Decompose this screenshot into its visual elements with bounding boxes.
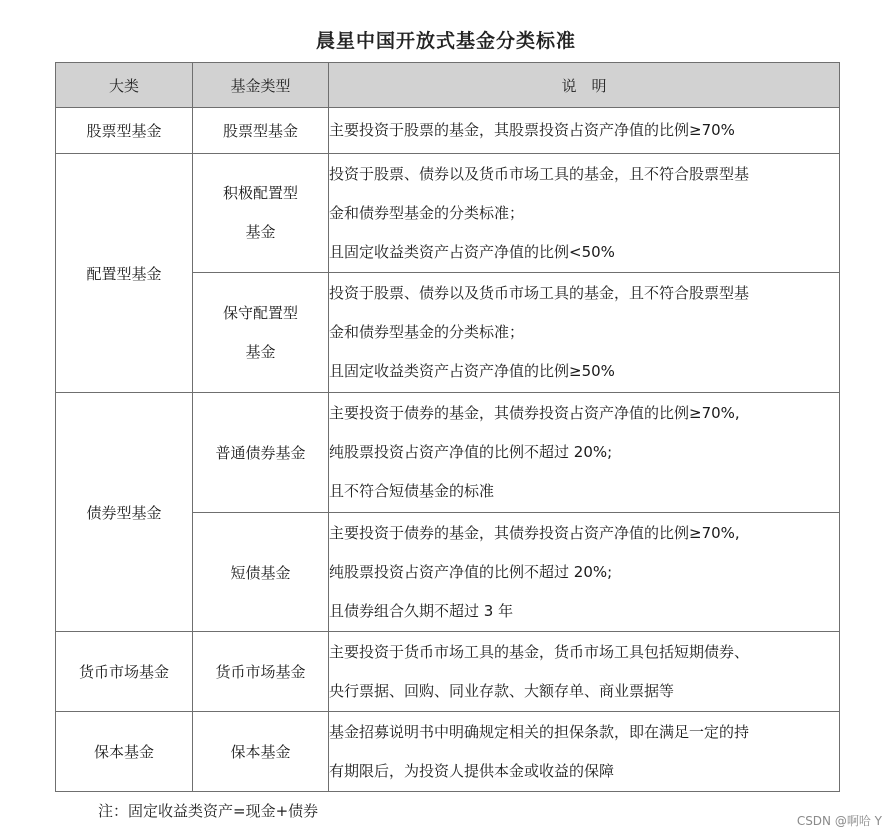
category-guaranteed: 保本基金 <box>56 712 193 792</box>
table-row <box>56 712 840 792</box>
desc-line: 纯股票投资占资产净值的比例不超过 20%; <box>329 443 613 461</box>
category-money: 货币市场基金 <box>56 632 193 712</box>
desc-line: 主要投资于股票的基金，其股票投资占资产净值的比例≥70% <box>329 121 735 139</box>
type-aggressive-allocation <box>193 154 329 273</box>
desc-line: 投资于股票、债券以及货币市场工具的基金，且不符合股票型基 <box>329 164 750 183</box>
desc-line: 且固定收益类资产占资产净值的比例<50% <box>329 242 615 261</box>
desc-money <box>329 632 840 712</box>
desc-line: 有期限后，为投资人提供本金或收益的保障 <box>329 761 615 780</box>
header-desc: 说 明 <box>329 63 840 108</box>
desc-general-bond <box>329 393 840 513</box>
desc-aggressive-allocation <box>329 154 840 273</box>
fund-classification-table <box>55 62 840 792</box>
table-row <box>56 632 840 712</box>
type-conservative-allocation <box>193 273 329 393</box>
desc-line: 主要投资于债券的基金，其债券投资占资产净值的比例≥70%, <box>329 404 740 422</box>
table-title: 晨星中国开放式基金分类标准 <box>315 30 576 52</box>
table-row <box>56 108 840 154</box>
desc-line: 纯股票投资占资产净值的比例不超过 20%; <box>329 562 613 581</box>
type-money: 货币市场基金 <box>193 632 329 712</box>
desc-guaranteed <box>329 712 840 792</box>
desc-line: 投资于股票、债券以及货币市场工具的基金，且不符合股票型基 <box>329 284 750 302</box>
desc-conservative-allocation <box>329 273 840 393</box>
header-row <box>56 63 840 108</box>
category-stock: 股票型基金 <box>56 108 193 154</box>
type-line: 积极配置型 <box>222 184 298 202</box>
type-short-bond: 短债基金 <box>193 513 329 632</box>
type-guaranteed: 保本基金 <box>193 712 329 792</box>
type-line: 基金 <box>245 342 276 361</box>
desc-stock <box>329 108 840 154</box>
desc-line: 金和债券型基金的分类标准； <box>329 203 525 222</box>
footnote: 注：固定收益类资产=现金+债券 <box>98 802 319 820</box>
header-type: 基金类型 <box>193 63 329 108</box>
desc-line: 主要投资于债券的基金，其债券投资占资产净值的比例≥70%, <box>329 523 740 542</box>
type-line: 基金 <box>245 223 276 241</box>
desc-line: 且债券组合久期不超过 3 年 <box>329 601 514 620</box>
category-bond: 债券型基金 <box>56 393 193 632</box>
category-allocation: 配置型基金 <box>56 154 193 393</box>
type-general-bond: 普通债券基金 <box>193 393 329 513</box>
header-category: 大类 <box>56 63 193 108</box>
desc-line: 主要投资于货币市场工具的基金，货币市场工具包括短期债券、 <box>329 642 750 661</box>
table-row <box>56 393 840 513</box>
desc-line: 金和债券型基金的分类标准； <box>329 323 525 341</box>
table-row <box>56 154 840 273</box>
desc-line: 且固定收益类资产占资产净值的比例≥50% <box>329 362 615 380</box>
desc-line: 基金招募说明书中明确规定相关的担保条款，即在满足一定的持 <box>329 722 750 741</box>
type-line: 保守配置型 <box>222 303 298 322</box>
desc-short-bond <box>329 513 840 632</box>
watermark: CSDN @啊哈 Y <box>796 814 882 828</box>
desc-line: 央行票据、回购、同业存款、大额存单、商业票据等 <box>329 681 675 700</box>
desc-line: 且不符合短债基金的标准 <box>329 482 495 500</box>
type-stock: 股票型基金 <box>193 108 329 154</box>
